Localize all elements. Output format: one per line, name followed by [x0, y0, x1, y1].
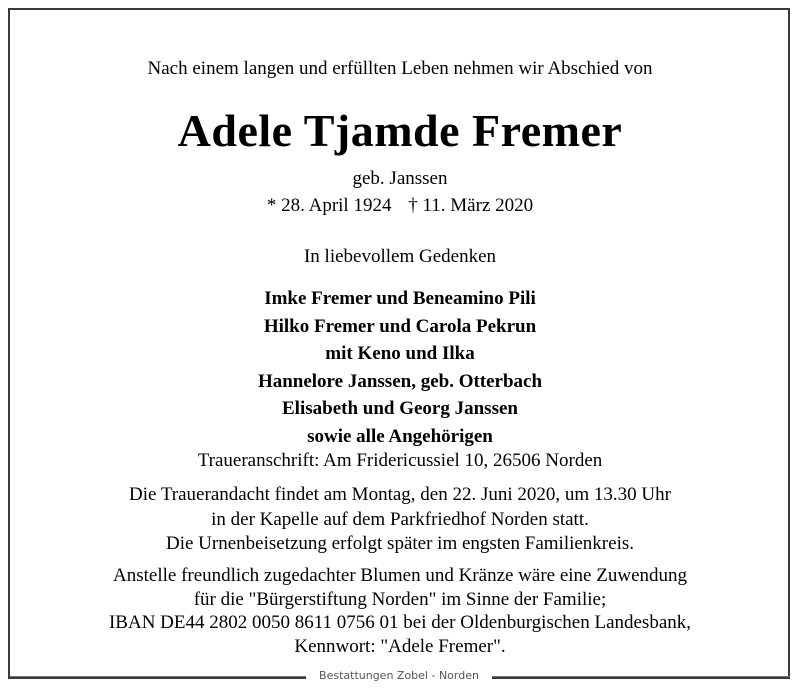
mourners-list [0, 285, 800, 450]
life-dates [0, 195, 800, 217]
service-line: Die Trauerandacht findet am Montag, den 22. Juni 2020, um 13.30 Uhr [129, 484, 671, 505]
donation-info [0, 564, 800, 658]
mourner-line: Hilko Fremer und Carola Pekrun [263, 315, 537, 337]
memory-line: In liebevollem Gedenken [303, 246, 497, 267]
mourner-line: Elisabeth und Georg Janssen [282, 398, 518, 419]
donation-line: für die "Bürgerstiftung Norden" im Sinne der Familie; [193, 588, 607, 610]
donation-line: IBAN DE44 2802 0050 8611 0756 01 bei der Oldenburgischen Landesbank, [108, 612, 692, 633]
service-info [0, 483, 800, 557]
mourning-address: Traueranschrift: Am Fridericussiel 10, 26506 Norden [197, 450, 603, 471]
donation-line: Anstelle freundlich zugedachter Blumen und Kränze wäre eine Zuwendung [113, 565, 687, 586]
footer-rule-right [492, 676, 790, 677]
mourner-line: Hannelore Janssen, geb. Otterbach [257, 370, 543, 392]
mourner-line: mit Keno und Ilka [325, 343, 475, 364]
intro-text: Nach einem langen und erfüllten Leben nehmen wir Abschied von [147, 58, 653, 79]
death-date: † 11. März 2020 [408, 195, 534, 216]
funeral-home-label: Bestattungen Zobel - Norden [306, 667, 492, 685]
birth-name: geb. Janssen [352, 168, 448, 189]
service-line: in der Kapelle auf dem Parkfriedhof Norden statt. [211, 508, 589, 530]
deceased-name: Adele Tjamde Fremer [177, 105, 623, 156]
donation-line: Kennwort: "Adele Fremer". [294, 635, 506, 657]
service-line: Die Urnenbeisetzung erfolgt später im engsten Familienkreis. [165, 533, 634, 554]
mourner-line: Imke Fremer und Beneamino Pili [264, 288, 536, 309]
mourner-line: sowie alle Angehörigen [307, 425, 493, 447]
birth-date: * 28. April 1924 [266, 195, 392, 216]
footer-credit [0, 667, 800, 687]
footer-rule-left [10, 676, 306, 677]
